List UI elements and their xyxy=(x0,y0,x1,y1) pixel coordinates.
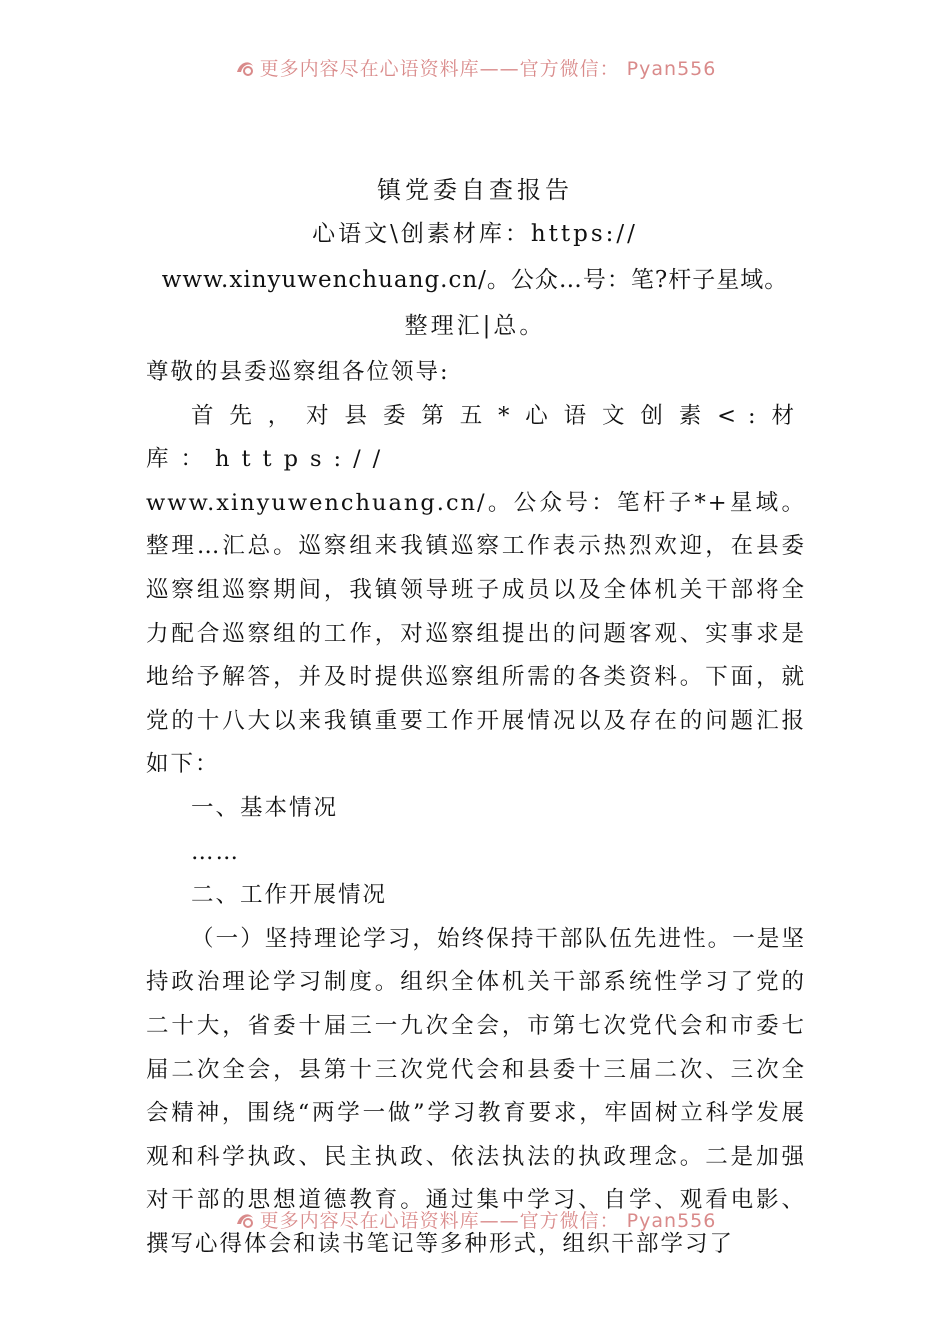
watermark-logo-icon xyxy=(234,1210,256,1230)
watermark-bottom xyxy=(0,1206,950,1236)
section-heading-basic: 一、基本情况 xyxy=(191,794,339,821)
section-heading-work: 二、工作开展情况 xyxy=(191,882,388,909)
source-line-2: www.xinyuwenchuang.cn/。公众…号：笔?杆子星域。 xyxy=(161,267,789,293)
source-line-1: 心语文\创素材库：https:// xyxy=(312,221,638,247)
paragraph-1-first-line: 首先，对县委第五*心语文创素<:材库：https:// xyxy=(146,402,806,473)
document-title: 镇党委自查报告 xyxy=(377,176,573,204)
source-line-3: 整理汇|总。 xyxy=(404,313,546,339)
paragraph-1: www.xinyuwenchuang.cn/。公众号：笔杆子*+星域。整理…汇总。巡察组来我镇巡察工作表示热烈欢迎，在县委巡察组巡察期间，我镇领导班子成员以及全体机关干部将全力配合巡察组的工作，对巡察组提出的问题客观、实事求是地给予解答，并及时提供巡察组所需的各类资料。下面，就党的十八大以来我镇重要工作开展情况以及存在的问题汇报如下： xyxy=(146,489,806,778)
watermark-logo-icon xyxy=(234,58,256,78)
paragraph-2: （一）坚持理论学习，始终保持干部队伍先进性。一是坚持政治理论学习制度。组织全体机关干部系统性学习了党的二十大，省委十届三一九次全会，市第七次党代会和市委七届二次全会，县第十三次党代会和县委十三届二次、三次全会精神，围绕“两学一做”学习教育要求，牢固树立科学发展观和科学执政、民主执政、依法执法的执政理念。二是加强对干部的思想道德教育。通过集中学习、自学、观看电影、撰写心得体会和读书笔记等多种形式，组织干部学习了 xyxy=(146,925,806,1257)
watermark-top xyxy=(0,54,950,84)
salutation: 尊敬的县委巡察组各位领导: xyxy=(146,359,450,385)
omitted-content: …… xyxy=(191,838,240,865)
watermark-text: 更多内容尽在心语资料库——官方微信： Pyan556 xyxy=(259,58,717,80)
document-body xyxy=(146,351,806,1266)
watermark-text: 更多内容尽在心语资料库——官方微信： Pyan556 xyxy=(259,1210,717,1232)
